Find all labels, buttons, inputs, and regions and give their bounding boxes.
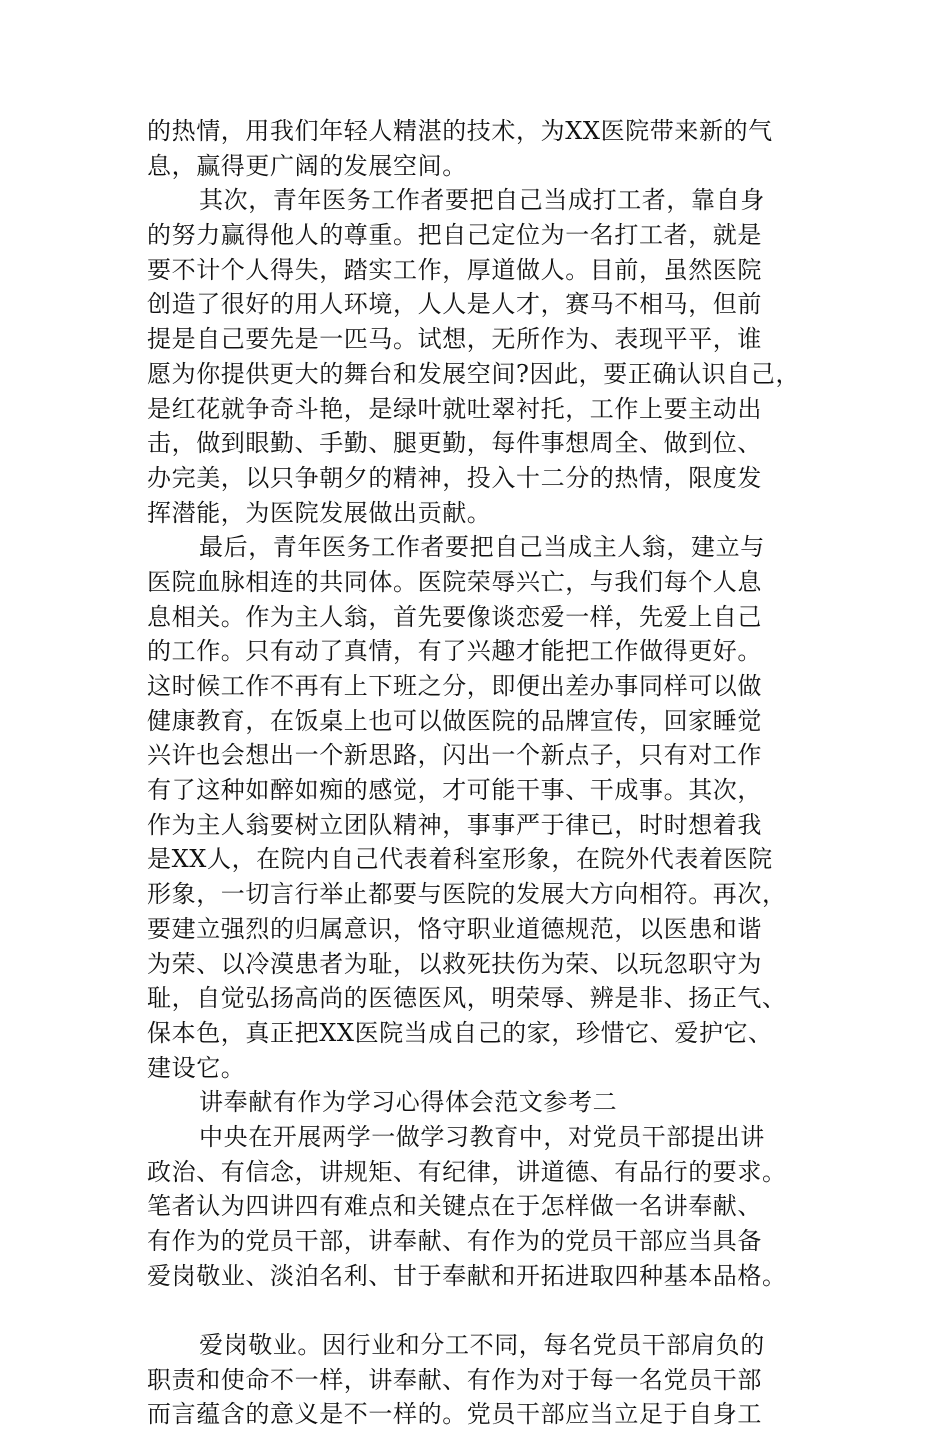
text-line: 的努力赢得他人的尊重。把自己定位为一名打工者，就是 bbox=[147, 221, 762, 250]
text-line: 提是自己要先是一匹马。试想，无所作为、表现平平，谁 bbox=[147, 325, 762, 354]
text-line: 而言蕴含的意义是不一样的。党员干部应当立足于自身工 bbox=[147, 1400, 762, 1429]
text-line: 办完美，以只争朝夕的精神，投入十二分的热情，限度发 bbox=[147, 463, 762, 492]
text-line: 兴许也会想出一个新思路，闪出一个新点子，只有对工作 bbox=[147, 741, 762, 770]
blank-line bbox=[147, 1293, 812, 1328]
text-line: 其次，青年医务工作者要把自己当成打工者，靠自身 bbox=[199, 186, 765, 215]
text-line: 中央在开展两学一做学习教育中，对党员干部提出讲 bbox=[199, 1122, 765, 1151]
text-line: 爱岗敬业。因行业和分工不同，每名党员干部肩负的 bbox=[199, 1331, 765, 1360]
text-line: 的热情，用我们年轻人精湛的技术，为XX医院带来新的气 bbox=[147, 117, 773, 145]
text-line: 作为主人翁要树立团队精神，事事严于律已，时时想着我 bbox=[147, 810, 762, 839]
text-line: 笔者认为四讲四有难点和关键点在于怎样做一名讲奉献、 bbox=[147, 1192, 762, 1221]
text-line: 最后，青年医务工作者要把自己当成主人翁，建立与 bbox=[199, 533, 765, 562]
text-line: 健康教育，在饭桌上也可以做医院的品牌宣传，回家睡觉 bbox=[147, 706, 762, 735]
text-line: 有了这种如醉如痴的感觉，才可能干事、干成事。其次， bbox=[147, 776, 762, 805]
text-line: 息，赢得更广阔的发展空间。 bbox=[147, 151, 467, 180]
text-line: 爱岗敬业、淡泊名利、甘于奉献和开拓进取四种基本品格。 bbox=[147, 1261, 787, 1290]
text-line: 耻，自觉弘扬高尚的医德医风，明荣辱、辨是非、扬正气、 bbox=[147, 984, 787, 1013]
text-line: 保本色，真正把XX医院当成自己的家，珍惜它、爱护它、 bbox=[147, 1018, 773, 1047]
body-text bbox=[147, 114, 812, 1432]
text-line: 息相关。作为主人翁，首先要像谈恋爱一样，先爱上自己 bbox=[147, 602, 762, 631]
text-line: 讲奉献有作为学习心得体会范文参考二 bbox=[199, 1088, 618, 1117]
text-line: 有作为的党员干部，讲奉献、有作为的党员干部应当具备 bbox=[147, 1227, 762, 1255]
text-line: 击，做到眼勤、手勤、腿更勤，每件事想周全、做到位、 bbox=[147, 429, 762, 458]
text-line: 政治、有信念，讲规矩、有纪律，讲道德、有品行的要求。 bbox=[147, 1157, 787, 1186]
text-line: 建设它。 bbox=[147, 1053, 246, 1082]
text-line: 愿为你提供更大的舞台和发展空间?因此，要正确认识自己， bbox=[147, 359, 801, 388]
text-line: 要不计个人得失，踏实工作，厚道做人。目前，虽然医院 bbox=[147, 255, 762, 284]
text-line: 形象，一切言行举止都要与医院的发展大方向相符。再次， bbox=[147, 880, 787, 909]
text-line: 医院血脉相连的共同体。医院荣辱兴亡，与我们每个人息 bbox=[147, 567, 762, 596]
text-line: 这时候工作不再有上下班之分，即便出差办事同样可以做 bbox=[147, 672, 762, 700]
text-line: 职责和使命不一样，讲奉献、有作为对于每一名党员干部 bbox=[147, 1365, 762, 1394]
text-line: 的工作。只有动了真情，有了兴趣才能把工作做得更好。 bbox=[147, 637, 762, 666]
text-line: 创造了很好的用人环境，人人是人才，赛马不相马，但前 bbox=[147, 290, 762, 319]
text-line: 要建立强烈的归属意识，恪守职业道德规范，以医患和谐 bbox=[147, 914, 762, 943]
text-line: 是XX人，在院内自己代表着科室形象，在院外代表着医院 bbox=[147, 845, 773, 874]
text-line: 挥潜能，为医院发展做出贡献。 bbox=[147, 498, 492, 527]
text-line: 是红花就争奇斗艳，是绿叶就吐翠衬托，工作上要主动出 bbox=[147, 394, 762, 423]
text-line: 为荣、以冷漠患者为耻，以救死扶伤为荣、以玩忽职守为 bbox=[147, 949, 762, 978]
